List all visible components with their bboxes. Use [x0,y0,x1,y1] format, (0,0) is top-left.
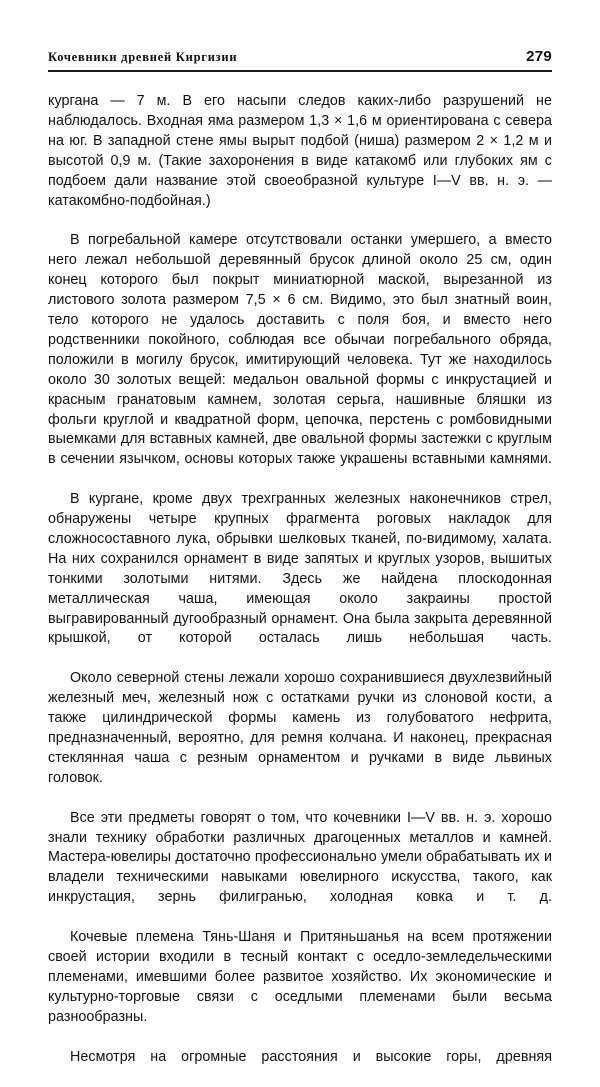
page-number: 279 [526,48,552,65]
header-rule [48,70,552,72]
paragraph: В кургане, кроме двух трехгранных железных наконечников стрел, обнаружены четыре крупных фрагмента роговых накладок для сложносоставного лука, обрывки шелковых тканей, по-видимому, халата. На них сохранился орнамент в виде запятых и круглых узоров, вышитых тонкими золотыми нитями. Здесь же найдена плоскодонная металлическая чаша, имеющая около закраины простой выгравированный дугообразный орнамент. Она была закрыта деревянной крышкой, от которой осталась лишь небольшая часть. [48,490,552,669]
page-header [48,48,552,72]
running-head: Кочевники древней Киргизии [48,50,237,65]
paragraph: Несмотря на огромные расстояния и высокие горы, древняя [48,1048,552,1087]
body-text [48,92,552,1087]
paragraph: кургана — 7 м. В его насыпи следов каких-либо разрушений не наблюдалось. Входная яма размером 1,3 × 1,6 м ориентирована с севера на юг. В западной стене ямы вырыт подбой (ниша) размером 2 × 1,2 м и высотой 0,9 м. (Такие захоронения в виде катакомб или глубоких ям с подбоем дали название этой своеобразной культуре I—V вв. н. э. — катакомбно-подбойная.) [48,92,552,231]
paragraph: Кочевые племена Тянь-Шаня и Притяньшанья на всем протяжении своей истории входили в тесный контакт с оседло-земледельческими племенами, имевшими более развитое хозяйство. Их экономические и культурно-торговые связи с оседлыми племенами были весьма разнообразны. [48,928,552,1047]
header-row [48,48,552,66]
paragraph: Все эти предметы говорят о том, что кочевники I—V вв. н. э. хорошо знали технику обработки различных драгоценных металлов и камней. Мастера-ювелиры достаточно профессионально умели обрабатывать их и владели техническими навыками ювелирного искусства, такого, как инкрустация, зернь филигранью, холодная ковка и т. д. [48,809,552,928]
paragraph: В погребальной камере отсутствовали останки умершего, а вместо него лежал небольшой деревянный брусок длиной около 25 см, один конец которого был покрыт миниатюрной маской, вырезанной из листового золота размером 7,5 × 6 см. Видимо, это был знатный воин, тело которого не удалось доставить с поля боя, и вместо него родственники покойного, соблюдая все обычаи погребального обряда, положили в могилу брусок, имитирующий человека. Тут же находилось около 30 золотых вещей: медальон овальной формы с инкрустацией и красным гранатовым камнем, золотая серьга, нашивные бляшки из фольги круглой и квадратной форм, цепочка, перстень с ромбовидными выемками для вставных камней, две овальной формы застежки с круглым в сечении язычком, основы которых также украшены вставными камнями. [48,231,552,490]
paragraph: Около северной стены лежали хорошо сохранившиеся двухлезвийный железный меч, железный нож с остатками ручки из слоновой кости, а также цилиндрической формы камень из голубоватого нефрита, предназначенный, вероятно, для ремня колчана. И наконец, прекрасная стеклянная чаша с резным орнаментом и ручками в виде львиных головок. [48,669,552,808]
